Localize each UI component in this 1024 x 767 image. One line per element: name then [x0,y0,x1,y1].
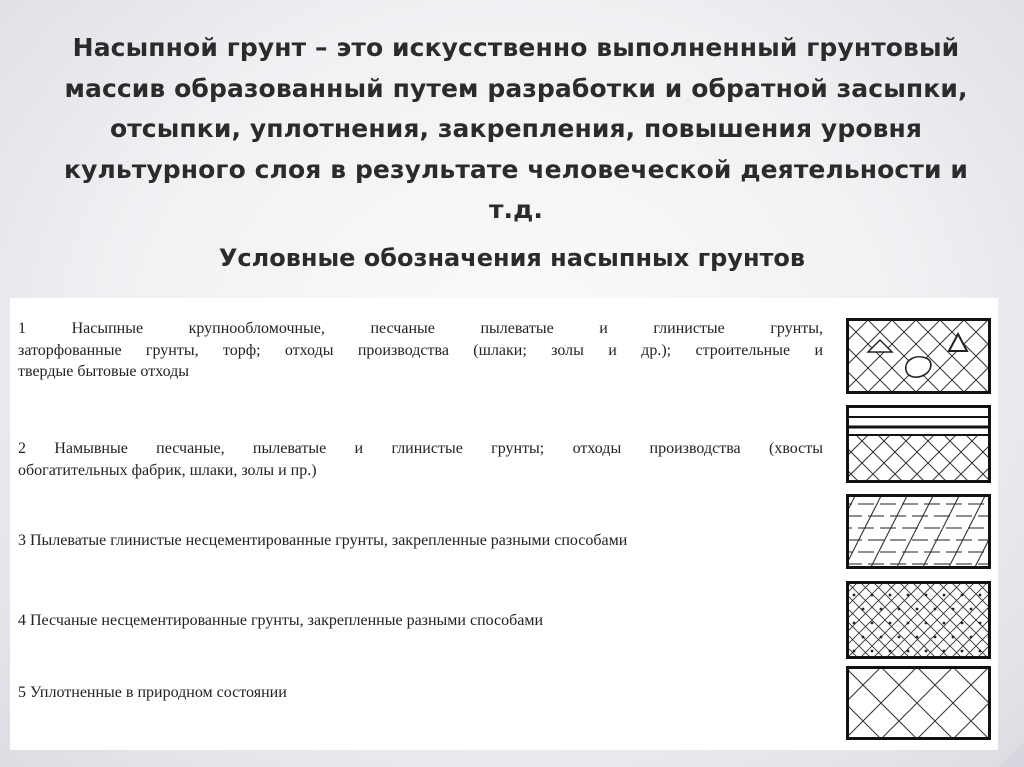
heading-line-3: отсыпки, уплотнения, закрепления, повышения уровня [109,114,923,143]
corner-decoration [998,741,1024,767]
heading-line-5: т.д. [488,195,544,224]
legend-item-4-symbol [846,581,991,659]
definition-heading [30,28,1002,231]
legend-item-4-text [18,610,823,632]
legend-item-2-symbol [846,405,991,483]
legend-item-4-line-1: 4 Песчаные несцементированные грунты, закрепленные разными способами [18,612,544,629]
heading-line-1: Насыпной грунт – это искусственно выполненный грунтовый [72,33,960,62]
legend-item-2-line-1: 2 Намывные песчаные, пылеватые и глинистые грунты; отходы производства (хвосты [18,440,823,457]
legend-item-5-text [18,682,823,704]
legend-item-1-line-1: 1 Насыпные крупнообломочные, песчаные пылеватые и глинистые грунты, [18,320,823,337]
legend-item-2-text [18,438,823,481]
legend-item-3-text [18,530,823,552]
legend-item-3-line-1: 3 Пылеватые глинистые несцементированные грунты, закрепленные разными способами [18,532,628,549]
heading-line-2: массив образованный путем разработки и обратной засыпки, [64,73,968,103]
legend-item-1-symbol [846,318,991,394]
legend-item-5-line-1: 5 Уплотненные в природном состоянии [18,684,287,701]
legend-panel [10,298,998,750]
legend-item-1-line-2: заторфованные грунты, торф; отходы производства (шлаки; золы и др.); строительные и [18,341,823,359]
legend-subtitle: Условные обозначения насыпных грунтов [218,244,806,272]
legend-item-5-symbol [846,666,991,740]
legend-item-3-symbol [846,494,991,569]
heading-line-4: культурного слоя в результате человеческой деятельности и [64,154,968,184]
legend-item-1-text [18,318,823,383]
legend-item-2-line-2: обогатительных фабрик, шлаки, золы и пр.) [18,461,317,479]
legend-item-1-line-3: твердые бытовые отходы [18,363,190,380]
